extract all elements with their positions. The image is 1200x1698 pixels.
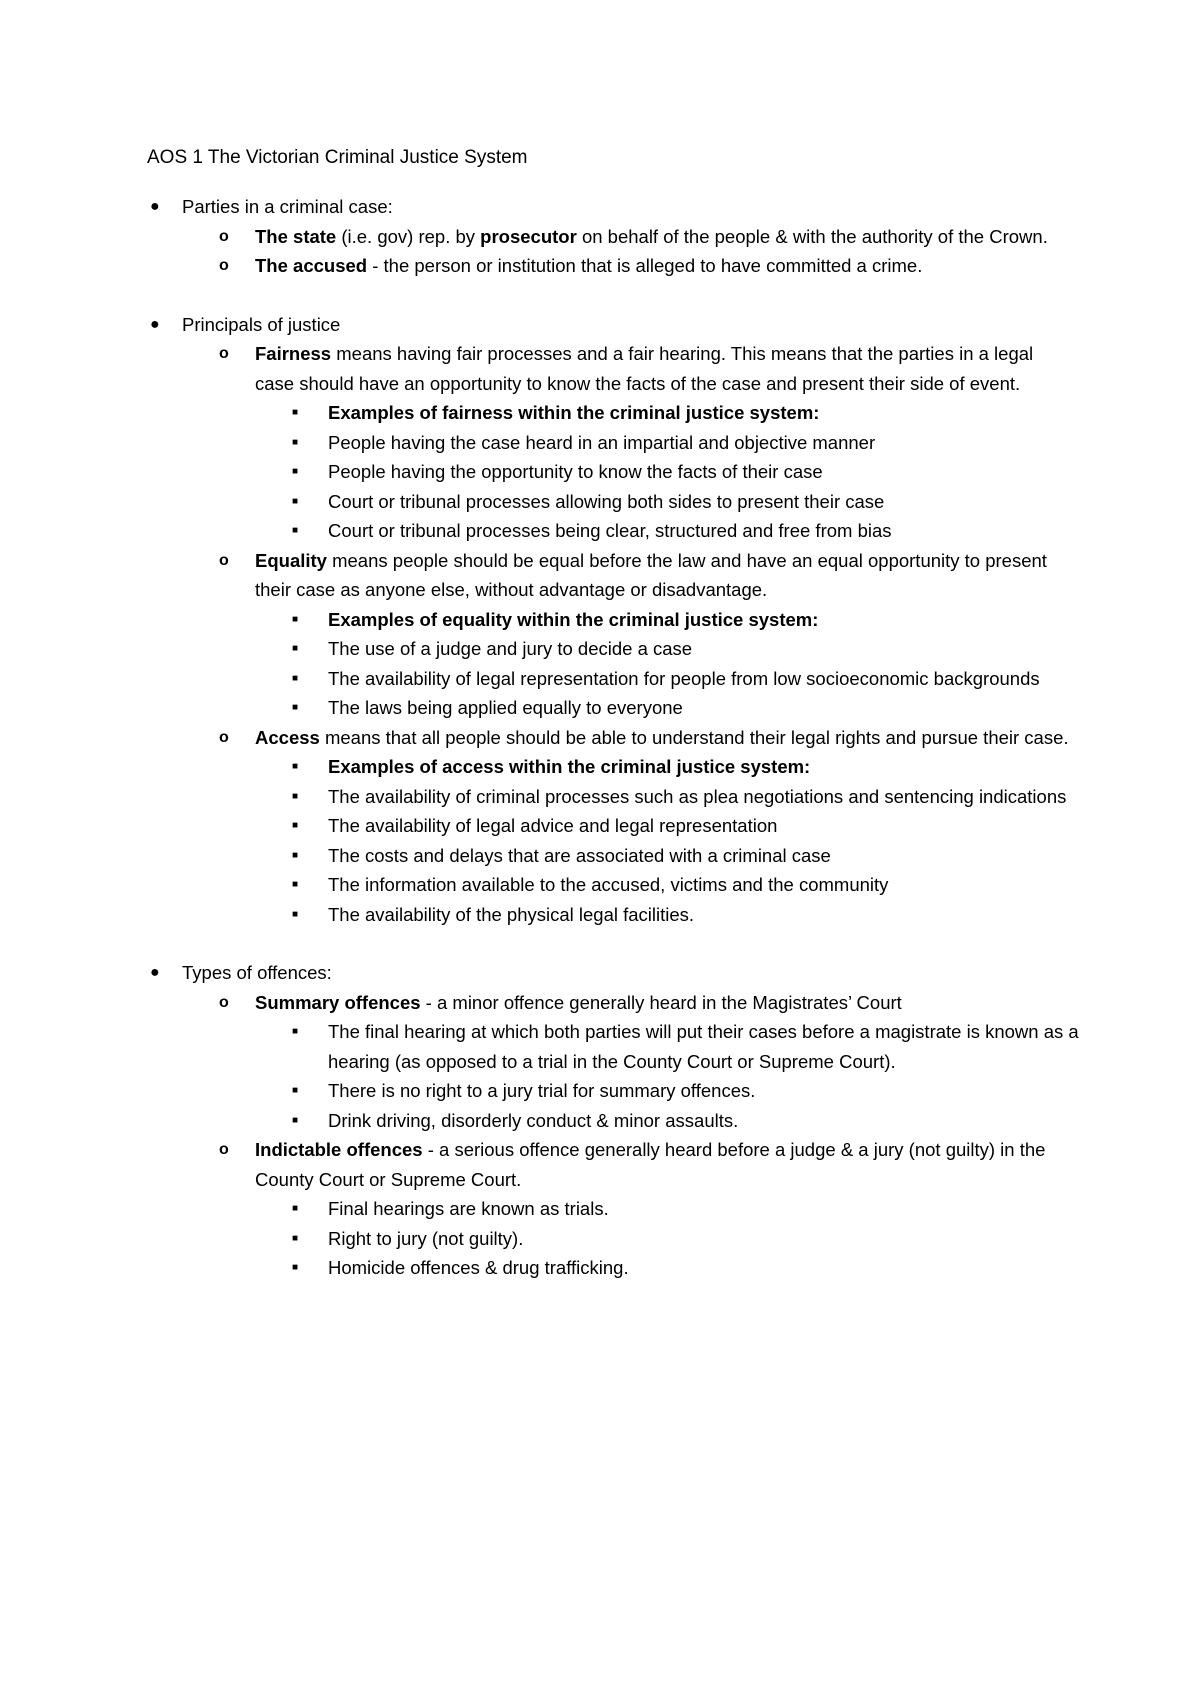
sub-list-item [0, 1106, 1088, 1136]
bullet-square-icon: ■ [292, 466, 299, 477]
sub-list-item [0, 1194, 1088, 1224]
bullet-dot-icon: ● [150, 198, 160, 215]
term-bold: Summary offences [255, 991, 421, 1013]
sub-list-item [0, 457, 1088, 487]
bullet-square-icon: ■ [292, 643, 299, 654]
section-heading [0, 192, 1082, 222]
bullet-circle-icon: o [219, 993, 229, 1011]
item-text: on behalf of the people & with the authority of the Crown. [576, 225, 1048, 247]
sub-list-item [0, 693, 1088, 723]
bullet-square-icon: ■ [292, 436, 299, 448]
sub-item-text: There is no right to a jury trial for summary offences. [328, 1080, 756, 1101]
sub-list-item [0, 1224, 1088, 1254]
bullet-square-icon: ■ [292, 1232, 299, 1244]
item-text: - the person or institution that is alleged to have committed a crime. [367, 255, 923, 276]
sub-item-heading: Examples of fairness within the criminal justice system: [328, 402, 820, 423]
sub-list-item [0, 516, 1088, 546]
bullet-square-icon: ■ [292, 613, 299, 625]
list-item [0, 723, 1075, 753]
sub-list-item [0, 870, 1088, 900]
term-bold: Indictable offences [255, 1139, 423, 1160]
sub-item-text: Court or tribunal processes being clear, structured and free from bias [328, 520, 892, 541]
term-bold: The accused [255, 255, 368, 276]
sub-list-item [0, 634, 1088, 664]
sub-list-item [0, 1253, 1088, 1283]
bullet-square-icon: ■ [292, 790, 299, 802]
bullet-circle-icon: o [219, 257, 229, 274]
list-item [0, 546, 1075, 605]
section-heading-text: Types of offences: [182, 962, 332, 983]
sub-list-item [0, 487, 1088, 517]
bullet-square-icon: ■ [292, 1203, 299, 1214]
bullet-square-icon: ■ [292, 407, 299, 418]
outline-section [0, 192, 1200, 281]
section-heading [0, 310, 1082, 340]
sub-list-item [0, 782, 1088, 812]
term-bold: Equality [255, 549, 327, 571]
term-bold: The state [255, 225, 337, 247]
sub-list-item [0, 900, 1088, 930]
list-item [0, 339, 1075, 398]
document-title: AOS 1 The Victorian Criminal Justice System [147, 147, 528, 168]
list-item [0, 1135, 1075, 1194]
section-heading [0, 958, 1082, 988]
bullet-square-icon: ■ [292, 1026, 299, 1037]
sub-item-text: Drink driving, disorderly conduct & minor assaults. [328, 1109, 739, 1131]
sub-item-text: Homicide offences & drug trafficking. [328, 1257, 629, 1278]
sub-item-text: Final hearings are known as trials. [328, 1198, 609, 1219]
sub-item-text: The availability of criminal processes such as plea negotiations and sentencing indications [328, 785, 1067, 807]
item-text: means people should be equal before the law and have an equal opportunity to present their case as anyone else, without advantage or disadvantage. [255, 549, 1047, 600]
term-bold: Fairness [255, 343, 332, 364]
bullet-square-icon: ■ [292, 1114, 299, 1126]
sub-item-text: Court or tribunal processes allowing both sides to present their case [328, 490, 885, 512]
sub-item-heading: Examples of equality within the criminal justice system: [328, 608, 819, 630]
sub-list-item [0, 841, 1088, 871]
sub-item-text: The costs and delays that are associated with a criminal case [328, 844, 831, 866]
sub-list-item [0, 1076, 1088, 1106]
list-item [0, 251, 1075, 281]
bullet-square-icon: ■ [292, 1262, 299, 1273]
bullet-circle-icon: o [219, 345, 229, 362]
sub-item-text: The final hearing at which both parties will put their cases before a magistrate is known as a hearing (as opposed to a trial in the County Court or Supreme Court). [328, 1021, 1079, 1072]
section-heading-text: Principals of justice [182, 313, 341, 335]
bullet-square-icon: ■ [292, 908, 299, 920]
sub-list-item [0, 664, 1088, 694]
sub-list-item [0, 1017, 1088, 1076]
bullet-circle-icon: o [219, 1141, 229, 1158]
item-text: (i.e. gov) rep. by [336, 225, 481, 247]
sub-item-text: The information available to the accused, victims and the community [328, 874, 889, 895]
sub-list-item [0, 752, 1088, 782]
bullet-dot-icon: ● [150, 315, 160, 333]
list-item [0, 222, 1075, 252]
sub-item-text: The use of a judge and jury to decide a case [328, 638, 693, 659]
term-bold: Access [255, 726, 320, 748]
sub-list-item [0, 398, 1088, 428]
document-body [0, 192, 1200, 1283]
bullet-square-icon: ■ [292, 849, 299, 861]
sub-item-text: The availability of legal advice and legal representation [328, 815, 778, 836]
bullet-square-icon: ■ [292, 820, 299, 831]
bullet-square-icon: ■ [292, 495, 299, 507]
bullet-circle-icon: o [219, 728, 229, 746]
outline-section [0, 310, 1200, 930]
sub-item-text: Right to jury (not guilty). [328, 1227, 524, 1249]
outline-section [0, 958, 1200, 1283]
section-heading-text: Parties in a criminal case: [182, 196, 393, 217]
bullet-square-icon: ■ [292, 879, 299, 890]
item-text: means that all people should be able to understand their legal rights and pursue their case. [319, 726, 1069, 748]
sub-item-text: The laws being applied equally to everyone [328, 697, 683, 718]
bullet-square-icon: ■ [292, 702, 299, 713]
bullet-circle-icon: o [219, 551, 229, 569]
sub-item-text: The availability of legal representation for people from low socioeconomic backgrounds [328, 667, 1040, 689]
item-text: - a serious offence generally heard before a judge & a jury (not guilty) in the County Court or Supreme Court. [255, 1139, 1046, 1190]
bullet-square-icon: ■ [292, 1085, 299, 1096]
sub-item-heading: Examples of access within the criminal justice system: [328, 756, 811, 777]
bullet-circle-icon: o [219, 227, 229, 245]
sub-list-item [0, 605, 1088, 635]
term-bold: prosecutor [480, 225, 577, 247]
sub-item-text: People having the opportunity to know the facts of their case [328, 461, 823, 482]
bullet-square-icon: ■ [292, 525, 299, 536]
item-text: means having fair processes and a fair hearing. This means that the parties in a legal case should have an opportunity to know the facts of the case and present their side of event. [255, 343, 1034, 394]
bullet-dot-icon: ● [150, 964, 160, 981]
bullet-square-icon: ■ [292, 761, 299, 772]
item-text: - a minor offence generally heard in the Magistrates’ Court [420, 991, 902, 1013]
sub-item-text: People having the case heard in an impartial and objective manner [328, 431, 876, 453]
sub-list-item [0, 811, 1088, 841]
list-item [0, 988, 1075, 1018]
sub-list-item [0, 428, 1088, 458]
bullet-square-icon: ■ [292, 672, 299, 684]
sub-item-text: The availability of the physical legal facilities. [328, 903, 695, 925]
